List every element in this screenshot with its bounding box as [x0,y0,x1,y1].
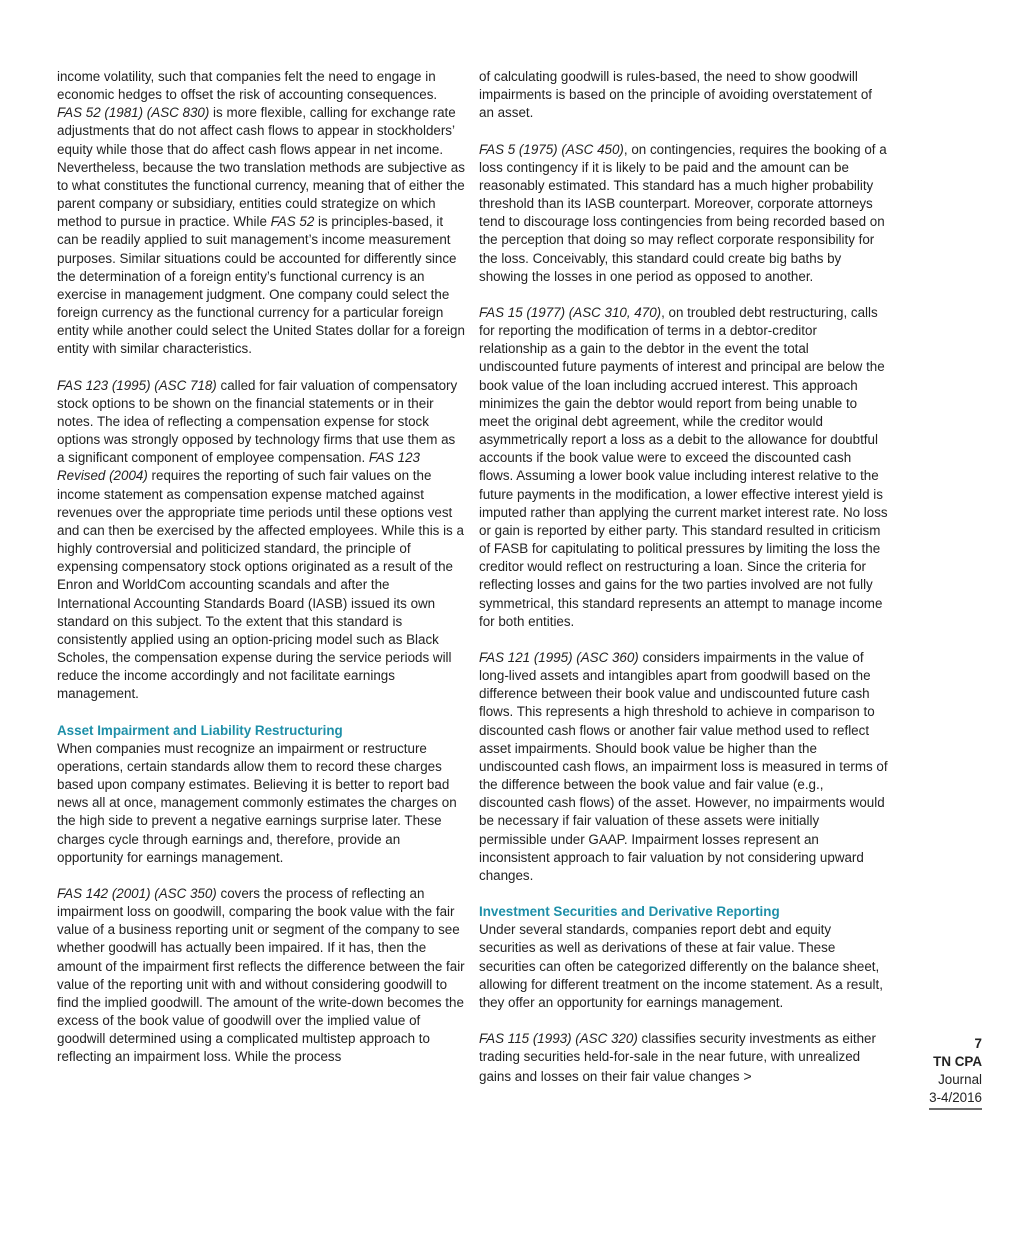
standard-reference: FAS 52 [270,214,315,230]
paragraph-fas5: FAS 5 (1975) (ASC 450), on contingencies, requires the booking of a loss contingency if it is likely to be paid and the amount can be reasonably estimated. This standard has a much higher probability threshold than its IASB counterpart. Moreover, corporate attorneys tend to discourage loss contingencies from being recorded based on the perception that doing so may reflect corporate responsibility for the loss. Conceivably, this standard could create big baths by showing the losses in one period as opposed to another. [479,141,887,284]
paragraph-fas52: income volatility, such that companies felt the need to engage in economic hedges to offset the risk of accounting consequences. FAS 52 (1981) (ASC 830) is more flexible, calling for exchange rate adjustments that do not affect cash flows to appear in stockholders’ equity while those that do affect cash flows appear in net income. Nevertheless, because the two translation methods are subjective as to what constitutes the functional currency, meaning that of either the parent company or subsidiary, entities could strategize on which method to pursue in practice. While FAS 52 is principles-based, it can be readily applied to suit management’s income measurement purposes. Similar situations could be accounted for differently since the determination of a foreign entity’s functional currency is an exercise in management judgment. One company could select the foreign currency as the functional currency for a particular foreign entity while another could select the United States dollar for a foreign entity with similar characteristics. [57,69,465,357]
journal-name: TN CPA [933,1054,982,1069]
right-column [479,68,889,1086]
journal-name-line2: Journal [938,1072,982,1087]
standard-reference: FAS 5 (1975) (ASC 450) [479,141,624,157]
paragraph-fas123: FAS 123 (1995) (ASC 718) called for fair valuation of compensatory stock options to be shown on the financial statements or in their notes. The idea of reflecting a compensation expense for stock options was strongly opposed by technology firms that use them as a significant component of employee compensation. FAS 123 Revised (2004) requires the reporting of such fair values on the income statement as compensation expense matched against revenues over the appropriate time periods until these options vest and can then be exercised by the affected employees. While this is a highly controversial and politicized standard, the principle of expensing compensatory stock options originated as a result of the Enron and WorldCom accounting scandals and after the International Accounting Standards Board (IASB) issued its own standard on this subject. To the extent that this standard is consistently applied using an option-pricing model such as Black Scholes, the compensation expense during the service periods will reduce the income accordingly and not facilitate earnings management. [57,377,464,702]
page-number: 7 [974,1036,982,1051]
section-heading-investment-securities: Investment Securities and Derivative Reporting [479,904,780,920]
standard-reference: FAS 123 (1995) (ASC 718) [57,377,217,393]
standard-reference: FAS 15 (1977) (ASC 310, 470) [479,305,662,320]
left-column [57,68,465,1067]
issue-date: 3-4/2016 [929,1089,982,1110]
paragraph-securities-intro: Under several standards, companies report debt and equity securities as well as derivations of these at fair value. These securities can often be categorized differently on the balance sheet, allowing for different treatment on the income statement. As a result, they offer an opportunity for earnings management. [479,922,883,1010]
paragraph-impairment-intro: When companies must recognize an impairment or restructure operations, certain standards allow them to record these charges based upon company estimates. Believing it is better to report bad news all at once, management commonly estimates the charges on the high side to prevent a negative earnings surprise later. These charges cycle through earnings and, therefore, provide an opportunity for earnings management. [57,740,457,865]
standard-reference: FAS 121 (1995) (ASC 360) [479,649,639,665]
standard-reference: FAS 142 (2001) (ASC 350) [57,885,217,901]
paragraph-fas15: FAS 15 (1977) (ASC 310, 470), on troubled debt restructuring, calls for reporting the modification of terms in a debtor-creditor relationship as a gain to the debtor in the event the total undiscounted future payments of interest and principal are below the book value of the loan including accrued interest. This approach minimizes the gain the debtor would report from being unable to meet the original debt agreement, while the creditor would asymmetrically report a loss as a debit to the allowance for doubtful accounts if the book value were to exceed the discounted cash flows. Assuming a lower book value including interest relative to the future payments in the modification, a lower effective interest yield is imputed rather than applying the current market interest rate. No loss or gain is reported by either party. This standard resulted in criticism of FASB for capitulating to political pressures by limiting the loss the creditor would reflect on restructuring a loan. Since the criteria for reflecting losses and gains for the two parties involved are not fully symmetrical, this standard represents an attempt to manage income for both entities. [479,305,888,629]
paragraph-fas115: FAS 115 (1993) (ASC 320) classifies security investments as either trading securities held-for-sale in the near future, with unrealized gains and losses on their fair value changes > [479,1031,876,1084]
page-footer [900,1035,982,1110]
standard-reference: FAS 123 Revised (2004) [57,450,421,484]
paragraph-fas142: FAS 142 (2001) (ASC 350) covers the process of reflecting an impairment loss on goodwill, comparing the book value with the fair value of a business reporting unit or segment of the company to see whether goodwill has actually been impaired. If it has, then the amount of the impairment first reflects the difference between the fair value of the reporting unit with and without considering goodwill to find the implied goodwill. The amount of the write-down becomes the excess of the book value of goodwill over the implied value of goodwill determined using a complicated multistep approach to reflecting an impairment loss. While the process [57,885,465,1065]
paragraph-fas121: FAS 121 (1995) (ASC 360) considers impairments in the value of long-lived assets and intangibles apart from goodwill based on the difference between their book value and undiscounted future cash flows. This represents a high threshold to achieve in comparison to discounted cash flows or another fair value method used to reflect asset impairments. Should book value be higher than the undiscounted cash flows, an impairment loss is measured in terms of the difference between the book value and fair value (e.g., discounted cash flows) of the asset. However, no impairments would be necessary if fair valuation of these assets were initially permissible under GAAP. Impairment losses represent an inconsistent approach to fair valuation by not considering upward changes. [479,649,888,883]
paragraph-goodwill-continued: of calculating goodwill is rules-based, the need to show goodwill impairments is based on the principle of avoiding overstatement of an asset. [479,69,873,121]
standard-reference: FAS 52 (1981) (ASC 830) [57,105,210,121]
continue-arrow-icon: > [743,1067,752,1084]
section-heading-asset-impairment: Asset Impairment and Liability Restructuring [57,722,343,738]
standard-reference: FAS 115 (1993) (ASC 320) [479,1031,638,1047]
